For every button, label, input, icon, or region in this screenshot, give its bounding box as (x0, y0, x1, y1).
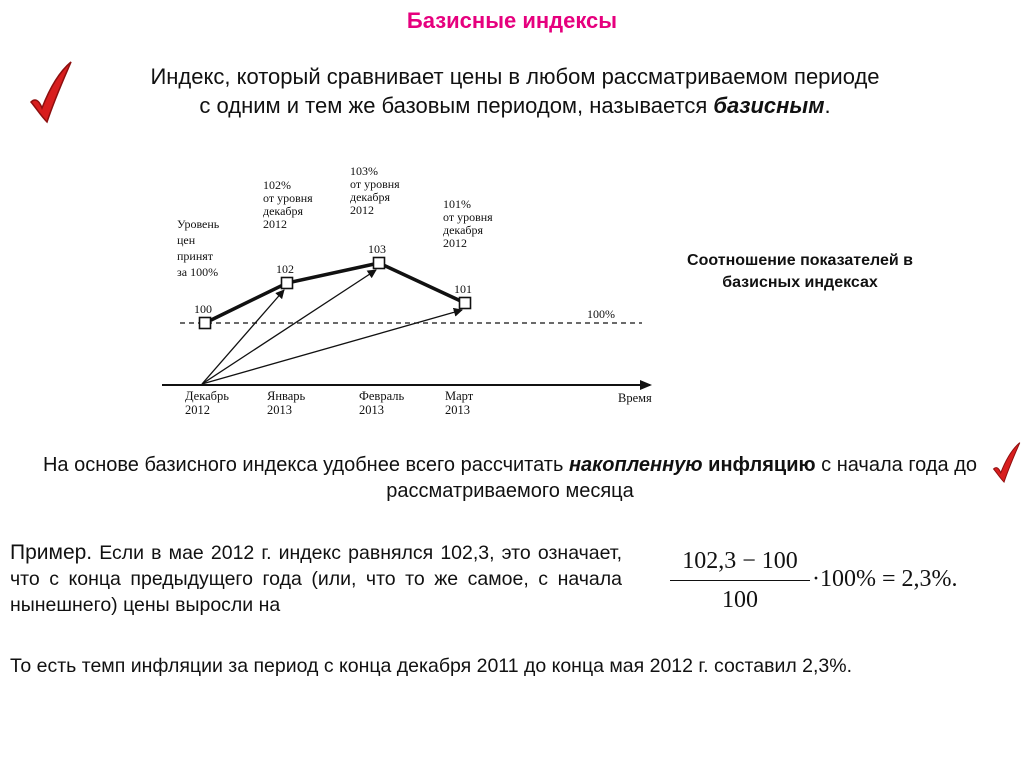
data-label: 102 (276, 262, 294, 276)
category-label: Февраль 2013 (359, 389, 405, 417)
data-label: 103 (368, 242, 386, 256)
x-axis-arrow (640, 380, 652, 390)
formula-numerator: 102,3 − 100 (682, 548, 798, 574)
definition-line-2-end: . (824, 93, 831, 118)
example-paragraph (10, 540, 622, 618)
data-point (374, 258, 385, 269)
formula-fraction (670, 544, 810, 617)
x-axis-label: Время (618, 391, 652, 405)
checkmark-icon (25, 58, 75, 128)
chart-labels (177, 164, 652, 417)
base-note: Уровень цен принят за 100% (177, 217, 220, 279)
basis-note-end: с начала года до рассматриваемого месяца (386, 454, 978, 502)
definition-line-2 (80, 91, 950, 120)
formula-result: ·100% = 2,3%. (812, 566, 958, 592)
data-point (460, 298, 471, 309)
basis-note-emphasis-2: инфляцию (708, 454, 816, 476)
category-label: Март 2013 (445, 389, 474, 417)
data-label: 101 (454, 282, 472, 296)
point-annotation: 102% от уровня декабря 2012 (263, 178, 313, 231)
data-point (200, 318, 211, 329)
basis-note-start: На основе базисного индекса удобнее всего рассчитать (42, 454, 569, 476)
formula-denominator: 100 (722, 587, 758, 613)
chart-caption: Соотношение показателей в базисных индексах (687, 252, 913, 291)
definition-line-1: Индекс, который сравнивает цены в любом рассматриваемом периоде (150, 64, 880, 89)
example-lead: Пример. (10, 541, 93, 564)
page-title: Базисные индексы (406, 8, 618, 33)
data-point (282, 278, 293, 289)
index-series (200, 258, 471, 329)
definition-line-2-start: с одним и тем же базовым периодом, называется (199, 93, 714, 118)
point-annotation: 103% от уровня декабря 2012 (350, 164, 400, 217)
basis-note-emphasis-1: накопленную (568, 454, 703, 476)
data-label: 100 (194, 302, 212, 316)
checkmark-icon (988, 440, 1024, 486)
comparison-arrows (202, 270, 462, 384)
category-label: Январь 2013 (267, 389, 306, 417)
conclusion-text: То есть темп инфляции за период с конца декабря 2011 до конца мая 2012 г. составил 2,3%. (10, 655, 853, 677)
category-label: Декабрь 2012 (185, 389, 229, 417)
definition-emphasis: базисным (713, 93, 825, 118)
definition-text (80, 62, 950, 120)
series-line (205, 263, 465, 323)
formula (660, 544, 990, 616)
comparison-arrow (202, 310, 462, 384)
fraction-bar (670, 580, 810, 581)
basis-note (10, 452, 1010, 504)
point-annotation: 101% от уровня декабря 2012 (443, 197, 493, 250)
baseline-label: 100% (587, 307, 615, 321)
base-index-chart (150, 155, 670, 435)
example-text: Если в мае 2012 г. индекс равнялся 102,3, это означает, что с конца предыдущего года (или, что то же самое, с начала нынешнего) цены выросли на (10, 542, 622, 616)
axes (162, 323, 652, 390)
